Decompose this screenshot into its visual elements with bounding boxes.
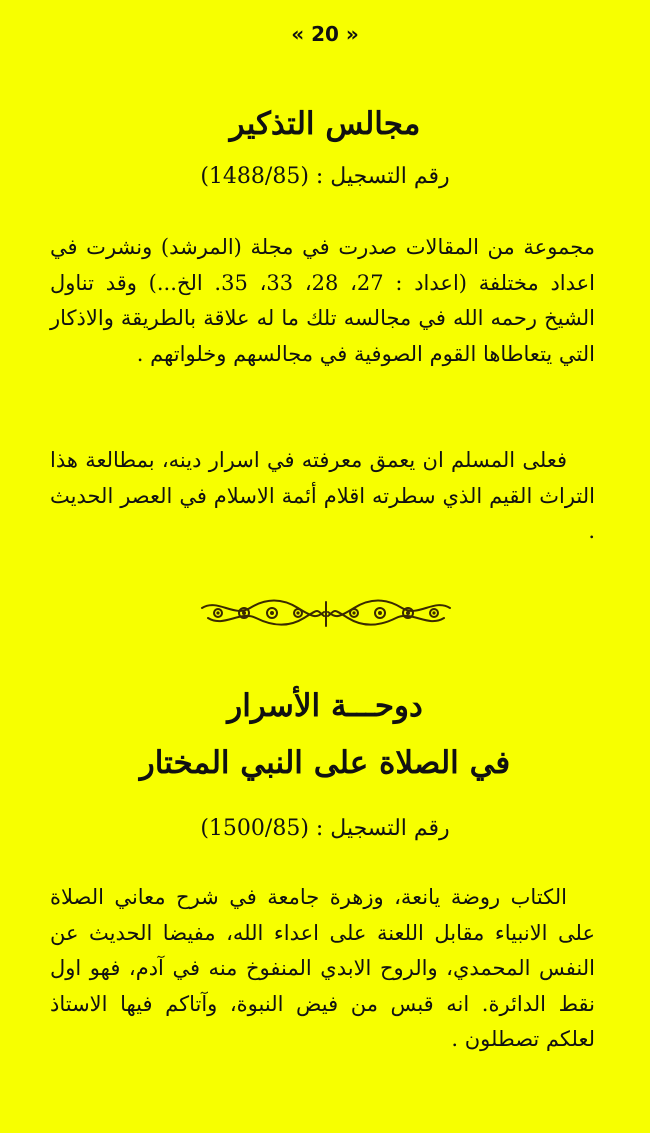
- entry-2-title-line-1: دوحـــة الأسرار: [227, 688, 423, 724]
- book-page: [50, 0, 600, 1133]
- entry-1-paragraph-2: فعلى المسلم ان يعمق معرفته في اسرار دينه، بمطالعة هذا التراث القيم الذي سطرته اقلام أئمة الاسلام في العصر الحديث .: [50, 448, 595, 543]
- entry-2-paragraph-1: الكتاب روضة يانعة، وزهرة جامعة في شرح معاني الصلاة على الانبياء مقابل اللعنة على اعداء الله، مفيضا الحديث عن النفس المحمدي، والروح الابدي المنفوخ منه في آدم، فهو اول نقط الدائرة. انه قبس من فيض النبوة، وآتاكم فيها الاستاذ لعلكم تصطلون .: [50, 885, 595, 1051]
- page-number: « 20 »: [291, 22, 359, 46]
- entry-1-title: مجالس التذكير: [229, 106, 421, 142]
- ornament-divider: [198, 596, 454, 632]
- entry-1-paragraph-1: مجموعة من المقالات صدرت في مجلة (المرشد) ونشرت في اعداد مختلفة (اعداد : 27، 28، 33، 35. الخ...) وقد تناول الشيخ رحمه الله في مجالسه تلك ما له علاقة بالطريقة والاذكار التي يتعاطاها القوم الصوفية في مجالسهم وخلواتهم .: [50, 235, 596, 366]
- entry-2-title-line-2: في الصلاة على النبي المختار: [139, 745, 511, 781]
- entry-1-registration: رقم التسجيل : (1488/85): [200, 164, 450, 189]
- entry-2-registration: رقم التسجيل : (1500/85): [200, 816, 450, 841]
